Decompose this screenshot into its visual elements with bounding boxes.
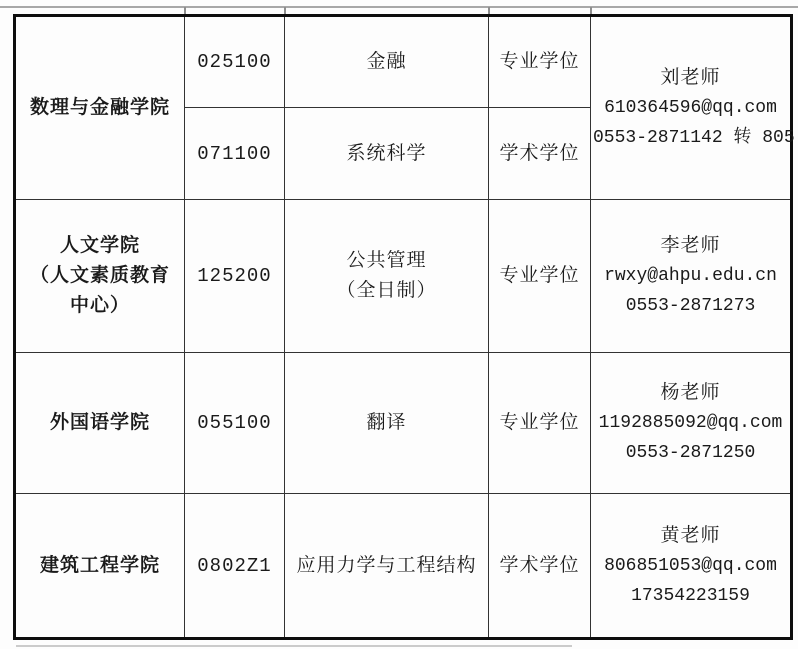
program-name-cell xyxy=(285,353,489,494)
program-code-cell: 055100 xyxy=(185,353,285,494)
degree-type-cell: 学术学位 xyxy=(489,108,591,200)
contact-cell xyxy=(591,200,792,353)
contact-teacher-name: 杨老师 xyxy=(660,382,721,403)
program-name-cell xyxy=(285,494,489,639)
contact-email: rwxy@ahpu.edu.cn xyxy=(604,266,777,286)
contact-teacher-name: 黄老师 xyxy=(660,524,721,546)
program-code-cell: 125200 xyxy=(185,200,285,353)
college-name-line: 中心） xyxy=(69,295,130,316)
contact-phone: 0553-2871142 转 805 xyxy=(593,128,795,148)
degree-type-cell: 学术学位 xyxy=(489,494,591,639)
program-name-line: 系统科学 xyxy=(346,142,427,164)
contact-email: 1192885092@qq.com xyxy=(598,413,783,433)
contact-cell xyxy=(591,494,792,639)
contact-teacher-name: 刘老师 xyxy=(660,67,721,88)
program-name-cell xyxy=(285,200,489,353)
program-name-line: 公共管理 xyxy=(346,250,427,271)
contact-teacher-name: 李老师 xyxy=(660,235,721,256)
program-name-line: （全日制） xyxy=(336,280,437,301)
program-name-line: 金融 xyxy=(366,51,407,72)
program-name-line: 应用力学与工程结构 xyxy=(296,554,477,576)
college-name-line: 外国语学院 xyxy=(49,412,150,433)
contact-phone: 17354223159 xyxy=(631,585,750,606)
contact-phone: 0553-2871273 xyxy=(625,296,756,316)
college-name-line: 人文学院 xyxy=(59,235,140,256)
college-cell xyxy=(15,494,185,639)
contact-email: 610364596@qq.com xyxy=(604,98,777,118)
college-name-line: 建筑工程学院 xyxy=(39,554,160,576)
college-name-line: 数理与金融学院 xyxy=(29,97,170,118)
college-cell xyxy=(15,16,185,200)
admissions-contact-table xyxy=(13,14,793,640)
program-code-cell: 0802Z1 xyxy=(185,494,285,639)
table-row xyxy=(15,353,792,494)
college-name-line: （人文素质教育 xyxy=(29,265,170,286)
page-top-rule xyxy=(0,6,798,8)
program-code-cell: 071100 xyxy=(185,108,285,200)
college-cell xyxy=(15,353,185,494)
program-name-line: 翻译 xyxy=(366,412,407,433)
contact-cell xyxy=(591,353,792,494)
degree-type-cell: 专业学位 xyxy=(489,16,591,108)
table-row xyxy=(15,200,792,353)
program-code-cell: 025100 xyxy=(185,16,285,108)
table-row xyxy=(15,494,792,639)
table-row xyxy=(15,16,792,108)
contact-cell xyxy=(591,16,795,200)
college-cell xyxy=(15,200,185,353)
program-name-cell xyxy=(285,16,489,108)
degree-type-cell: 专业学位 xyxy=(489,200,591,353)
page-bottom-rule xyxy=(16,645,572,647)
contact-phone: 0553-2871250 xyxy=(625,443,756,463)
contact-email: 806851053@qq.com xyxy=(604,555,777,576)
program-name-cell xyxy=(285,108,489,200)
degree-type-cell: 专业学位 xyxy=(489,353,591,494)
